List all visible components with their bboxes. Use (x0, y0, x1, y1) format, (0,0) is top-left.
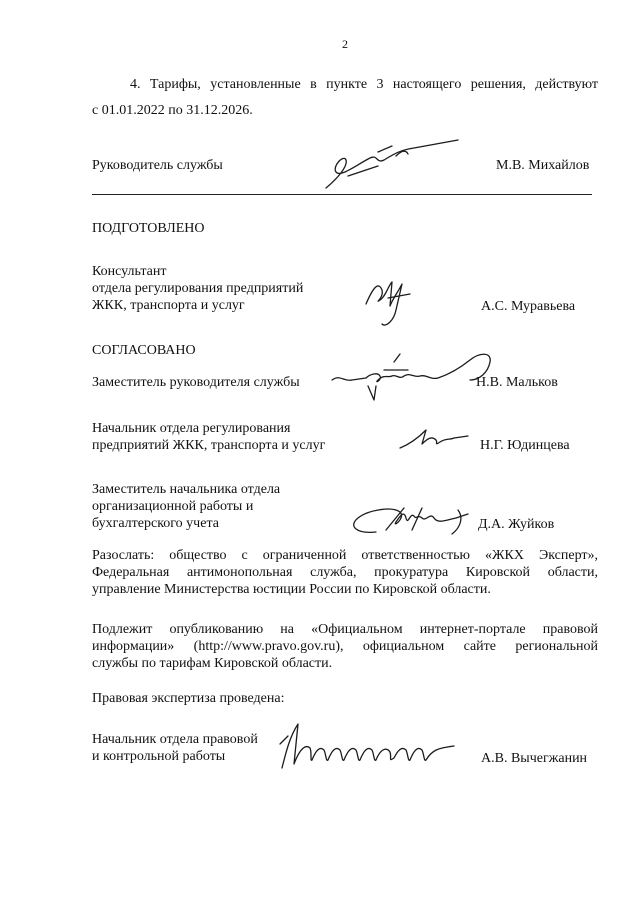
signer-role-line: бухгалтерского учета (92, 516, 219, 531)
clause-4 (92, 76, 598, 119)
signer-role-line: Заместитель начальника отдела (92, 482, 281, 497)
handwritten-signature-icon (346, 496, 476, 540)
handwritten-signature-icon (396, 424, 472, 454)
legal-review-text: Правовая экспертиза проведена: (92, 691, 285, 706)
head-name: М.В. Михайлов (496, 158, 590, 173)
legal-review-role-line: Начальник отдела правовой (92, 732, 258, 747)
distribution-list (92, 547, 598, 598)
prepared-role-line: Консультант (92, 264, 167, 279)
signer-role-line: предприятий ЖКК, транспорта и услуг (92, 438, 326, 453)
legal-review-name: А.В. Вычегжанин (481, 751, 588, 766)
publication-line: службы по тарифам Кировской области. (92, 656, 333, 671)
handwritten-signature-icon (318, 136, 468, 196)
signer-role (92, 420, 325, 454)
prepared-heading: ПОДГОТОВЛЕНО (92, 221, 205, 236)
signer-role-line: организационной работы и (92, 499, 254, 514)
prepared-role (92, 263, 303, 314)
agreed-heading: СОГЛАСОВАНО (92, 343, 196, 358)
signer-role (92, 481, 280, 532)
clause-4-line-1: 4. Тарифы, установленные в пункте 3 настоящего решения, действуют (130, 77, 598, 92)
signature-divider (92, 194, 592, 195)
distribution-line: Федеральная антимонопольная служба, прокуратура Кировской области, (92, 565, 598, 580)
publication-line: информации» (http://www.pravo.gov.ru), официальном сайте региональной (92, 639, 598, 654)
signer-name: Н.В. Мальков (476, 375, 558, 390)
signer-name: Д.А. Жуйков (478, 517, 555, 532)
prepared-role-line: отдела регулирования предприятий (92, 281, 304, 296)
clause-4-line-2: с 01.01.2022 по 31.12.2026. (92, 103, 253, 118)
distribution-line: управление Министерства юстиции России по Кировской области. (92, 582, 491, 597)
handwritten-signature-icon (276, 718, 460, 776)
handwritten-signature-icon (330, 344, 500, 414)
legal-review-role (92, 731, 258, 765)
publication-note (92, 621, 598, 672)
publication-line: Подлежит опубликованию на «Официальном интернет-портале правовой (92, 622, 598, 637)
prepared-role-line: ЖКК, транспорта и услуг (92, 298, 245, 313)
page-number: 2 (342, 37, 348, 51)
signer-role-line: Начальник отдела регулирования (92, 421, 291, 436)
signer-role: Заместитель руководителя службы (92, 375, 300, 390)
handwritten-signature-icon (362, 270, 418, 334)
distribution-line: Разослать: общество с ограниченной ответственностью «ЖКХ Эксперт», (92, 548, 598, 563)
signer-name: Н.Г. Юдинцева (480, 438, 570, 453)
prepared-name: А.С. Муравьева (481, 299, 576, 314)
head-role: Руководитель службы (92, 158, 223, 173)
legal-review-role-line: и контрольной работы (92, 749, 226, 764)
